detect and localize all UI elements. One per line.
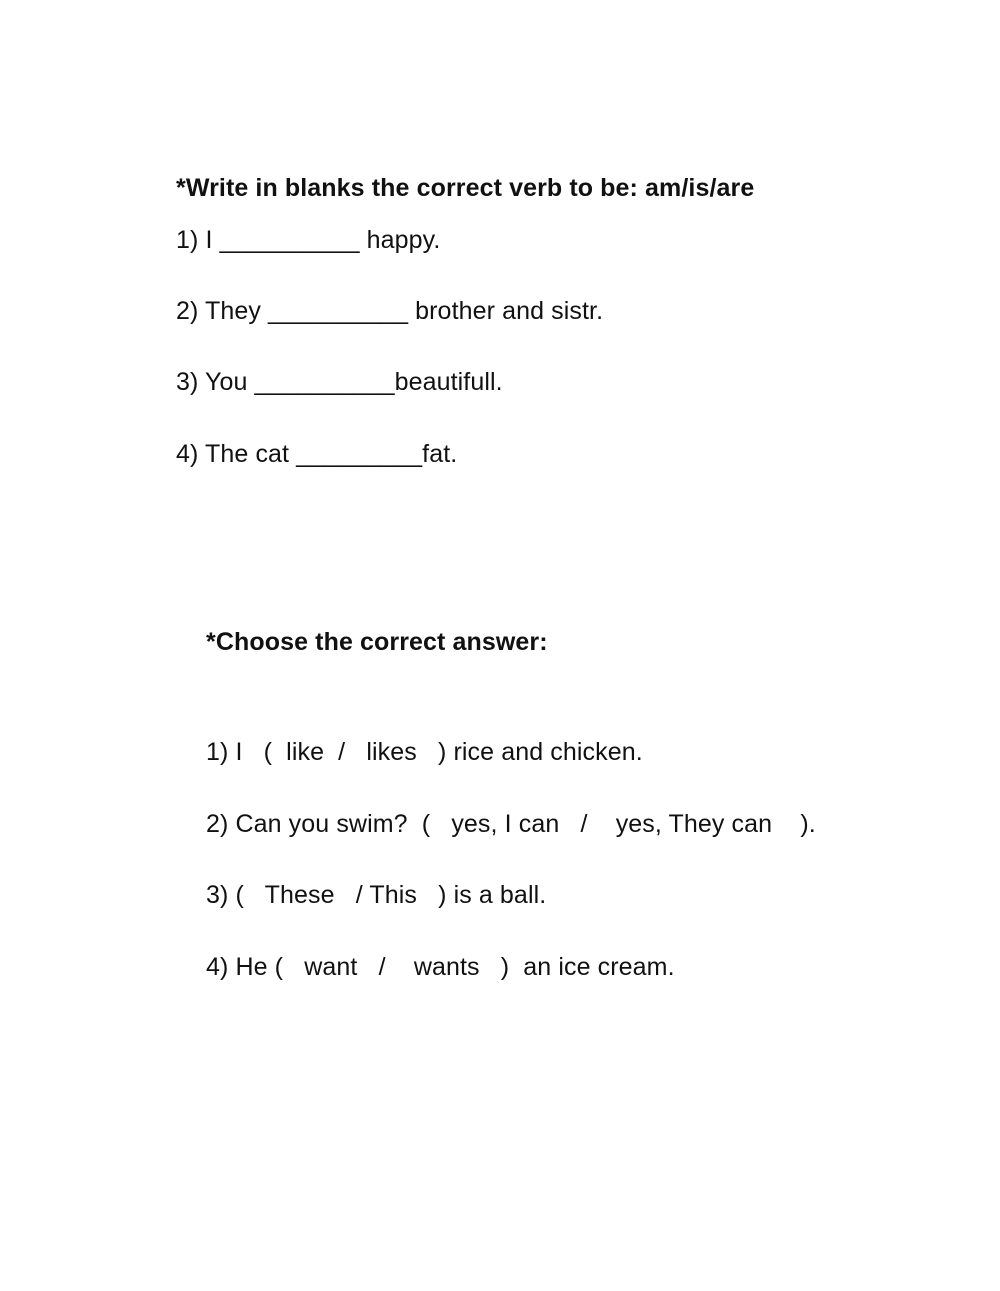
- fill-blank-question-2: 2) They __________ brother and sistr.: [176, 297, 604, 325]
- choose-question-1: 1) I ( like / likes ) rice and chicken.: [206, 738, 643, 766]
- fill-blank-question-3: 3) You __________beautifull.: [176, 368, 503, 396]
- fill-blank-question-4: 4) The cat _________fat.: [176, 440, 458, 468]
- fill-blanks-heading: *Write in blanks the correct verb to be: am/is/are: [176, 174, 755, 202]
- choose-answer-heading: *Choose the correct answer:: [206, 628, 548, 656]
- choose-question-2: 2) Can you swim? ( yes, I can / yes, They can ).: [206, 810, 816, 838]
- choose-question-4: 4) He ( want / wants ) an ice cream.: [206, 953, 675, 981]
- fill-blank-question-1: 1) I __________ happy.: [176, 226, 441, 254]
- choose-question-3: 3) ( These / This ) is a ball.: [206, 881, 547, 909]
